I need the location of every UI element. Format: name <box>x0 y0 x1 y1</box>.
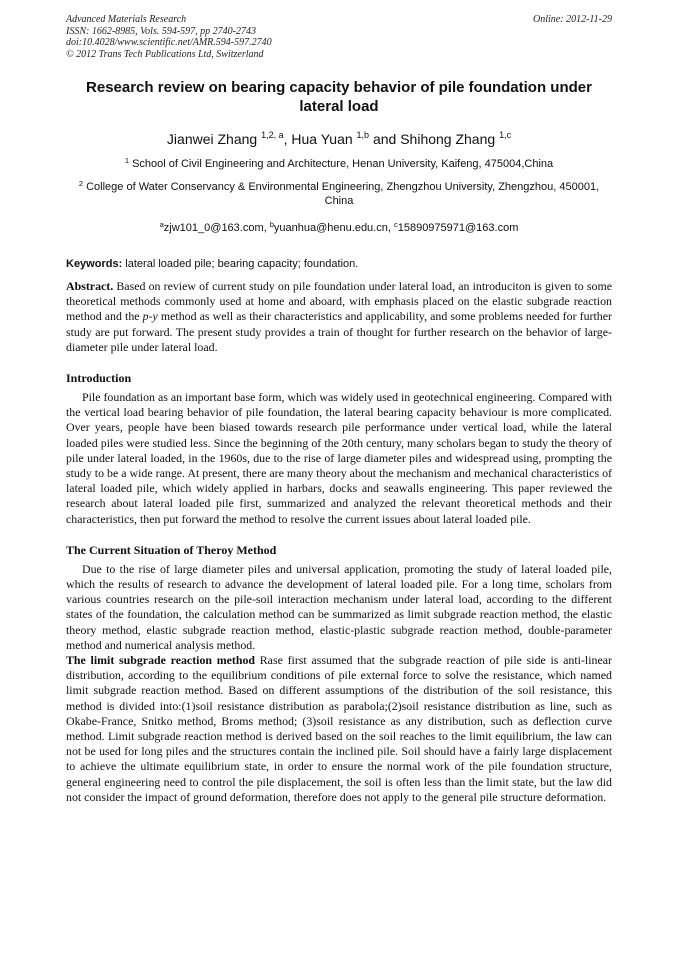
keywords-text: lateral loaded pile; bearing capacity; foundation. <box>122 258 359 270</box>
abstract-text-2: method as well as their characteristics and applicability, and some problems needed for further study are put forward. The present study provides a train of thought for further research on the behavior of large-diameter pile under lateral load. <box>66 309 612 354</box>
online-date: Online: 2012-11-29 <box>533 14 612 25</box>
author-separator: and <box>369 131 401 147</box>
introduction-paragraph: Pile foundation as an important base form, which was widely used in geotechnical engineering. Compared with the vertical load bearing behavior of pile foundation, the lateral bearing capacity behaviour is more complicated. Over years, people have been biased towards research pile performance under vertical load, while the lateral loaded piles were studied less. Since the beginning of the 20th century, many scholars began to study the theory of pile under lateral loaded, in the 1960s, due to the rise of large diameter piles and widespread using, prompting the study to be a wide range. At present, there are many theory about the mechanism and mechanical characteristics of lateral loaded pile, which widely applied in harbars, docks and seawalls engineering. This paper reviewed the research about lateral loaded pile first, summarized and analyzed the relevant theoretical methods and their characteristics, then put forward the method to resolve the current issues about lateral loaded pile. <box>66 390 612 526</box>
abstract <box>66 279 612 355</box>
section-heading-theory: The Current Situation of Theroy Method <box>66 542 277 557</box>
journal-copyright: © 2012 Trans Tech Publications Ltd, Switzerland <box>66 48 264 60</box>
affiliation-mark: 2 <box>78 179 84 188</box>
theory-paragraph-2-text: Rase first assumed that the subgrade reaction of pile side is anti-linear distribution, according to the equilibrium conditions of pile external force to solve the resistance, which named limit subgrade reaction method. Based on different assumptions of the distribution of the soil resistance, this method is divided into:(1)soil resistance distribution as parabola;(2)soil resistance distribution as line, such as Okabe-France, Snitko method, Broms method; (3)soil resistance as any distribution, such as deflection curve method. Limit subgrade reaction method is derived based on the soil reaches to the limit equilibrium, the law can not be used for long piles and the structures contain the inclined pile. Soil should have a fairly large displacement to achieve the ultimate equilibrium state, in order to ensure the normal work of the pile foundation structure, general engineering need to control the pile displacement, the soil is often less than the limit state, but the law did not consider the impact of ground deformation, therefore does not apply to the general pile structure deformation. <box>66 653 612 804</box>
email-link[interactable]: yuanhua@henu.edu.cn, <box>273 222 394 234</box>
author-name: Shihong Zhang <box>400 131 496 147</box>
abstract-text-1: Based on review of current study on pile foundation under lateral load, an introduciton is given to some theoretical methods commonly used at home and aboard, with emphasis placed on the elastic subgrade reaction method and the <box>66 279 612 324</box>
affiliation-mark: 1 <box>124 156 129 165</box>
section-heading-introduction: Introduction <box>66 371 132 386</box>
email-mark: c <box>393 220 398 229</box>
email-list <box>66 218 612 235</box>
author-separator: , <box>283 131 292 147</box>
paper-title: Research review on bearing capacity behavior of pile foundation under lateral load <box>86 79 592 115</box>
email-link[interactable]: 15890975971@163.com <box>397 222 519 234</box>
author-name: Hua Yuan <box>291 131 353 147</box>
email-mark: b <box>269 220 274 229</box>
author-affiliation-mark: 1,c <box>499 130 512 140</box>
journal-name: Advanced Materials Research <box>66 14 187 25</box>
author-list <box>66 126 612 148</box>
email-mark: a <box>159 220 164 229</box>
theory-paragraph-1: Due to the rise of large diameter piles and universal application, promoting the study of lateral loaded pile, which the results of research to advance the development of lateral loaded pile. For a long time, scholars from various countries research on the pile-soil interaction mechanism under lateral load, according to the different states of the foundation, the calculation method can be summarized as limit subgrade reaction method, the elastic theory method, elastic subgrade reaction method, elastic-plastic subgrade reaction method, double-parameter method and numerical analysis method. <box>66 561 612 652</box>
journal-doi: doi:10.4028/www.scientific.net/AMR.594-597.2740 <box>66 37 272 48</box>
author-affiliation-mark: 1,b <box>356 130 370 140</box>
abstract-italic: p-y <box>142 309 158 324</box>
journal-issn: ISSN: 1662-8985, Vols. 594-597, pp 2740-2743 <box>66 25 256 37</box>
theory-paragraph-2-lead: The limit subgrade reaction method <box>66 653 256 668</box>
abstract-label: Abstract. <box>66 279 114 293</box>
theory-paragraph-2 <box>66 653 612 805</box>
keywords-label: Keywords: <box>66 258 123 270</box>
email-link[interactable]: zjw101_0@163.com, <box>163 222 270 234</box>
affiliation-1 <box>66 154 612 171</box>
affiliation-text: School of Civil Engineering and Architecture, Henan University, Kaifeng, 475004,China <box>132 158 554 170</box>
author-affiliation-mark: 1,2, a <box>261 130 284 140</box>
affiliation-text: College of Water Conservancy & Environmental Engineering, Zhengzhou University, Zhengzhou, 450001, China <box>86 181 600 207</box>
journal-header <box>66 14 612 60</box>
keywords <box>66 257 612 271</box>
affiliation-2 <box>66 177 612 208</box>
author-name: Jianwei Zhang <box>166 131 258 147</box>
